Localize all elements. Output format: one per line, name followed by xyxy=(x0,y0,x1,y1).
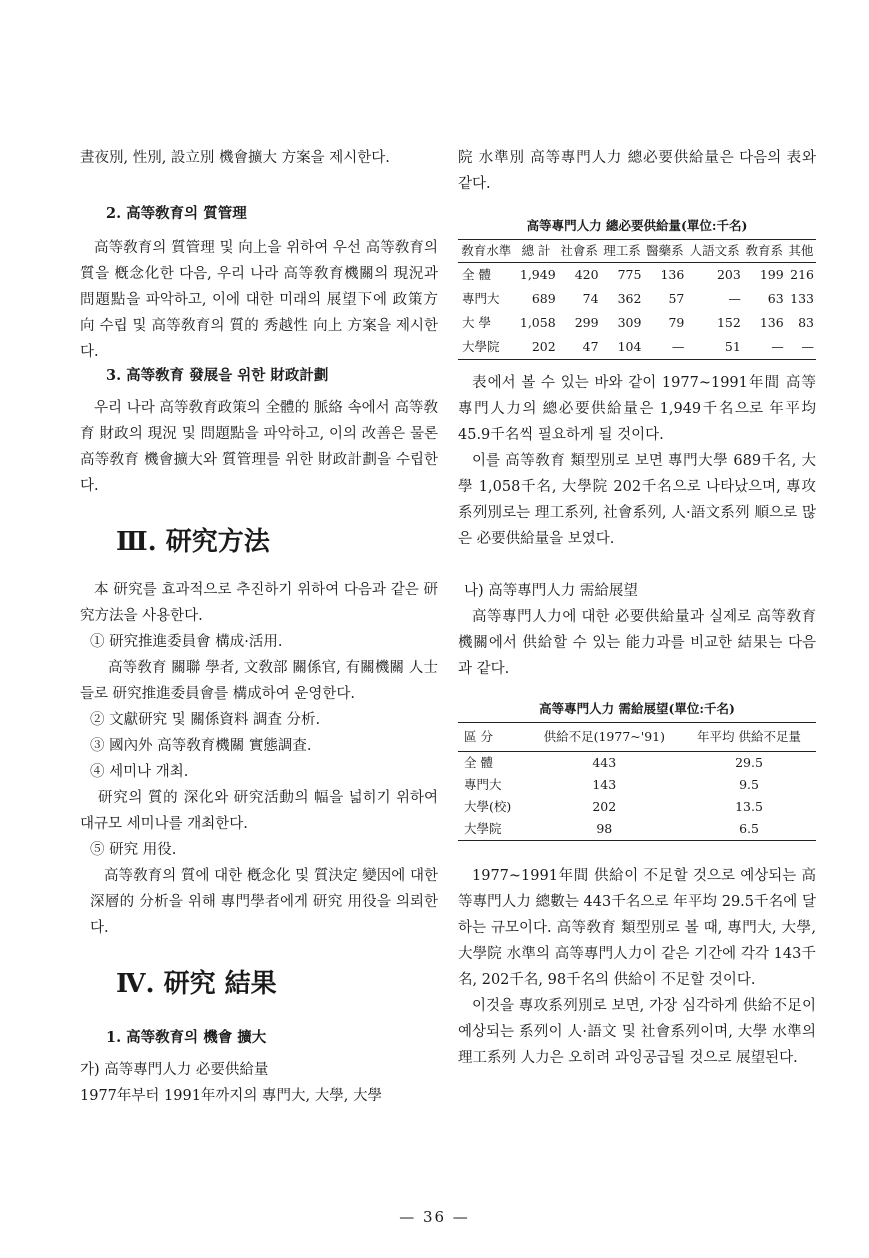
table-cell: 309 xyxy=(617,315,642,330)
table-row xyxy=(458,796,816,818)
table-cell: 6.5 xyxy=(739,821,759,836)
page-number: — 36 — xyxy=(399,1208,470,1226)
table-cell: 689 xyxy=(531,291,556,306)
table-cell: 9.5 xyxy=(739,777,759,792)
table-cell: 203 xyxy=(716,267,741,282)
table-cell: 199 xyxy=(759,267,784,282)
table-cell: 420 xyxy=(574,267,599,282)
table-cell: — xyxy=(671,339,685,354)
subheading-na: 나) 高等專門人力 需給展望 xyxy=(464,583,638,599)
table-row xyxy=(458,774,816,796)
table1-header: 社會系 xyxy=(558,240,601,263)
table-cell: 57 xyxy=(668,291,685,306)
table-cell: 104 xyxy=(617,339,642,354)
continued-paragraph: 院 水準別 高等專門人力 總必要供給量은 다음의 表와 같다. xyxy=(458,150,816,192)
table-cell: 136 xyxy=(759,315,784,330)
table1-header: 敎育水準 xyxy=(458,240,514,263)
quality-paragraph: 高等敎育의 質管理 및 向上을 위하여 우선 高等敎育의 質을 槪念化한 다음, 우리 나라 高等敎育機關의 現況과 問題點을 파악하고, 이에 대한 미래의 展望下에 政策方向 수립 및 高等敎育의 質的 秀越性 向上 方案을 제시한다. xyxy=(80,240,438,360)
method-item-5-desc: 高等敎育의 質에 대한 槪念化 및 質決定 變因에 대한 深層的 分析을 위해 專門學者에게 研究 用役을 의뢰한다. xyxy=(90,868,438,936)
table-cell: 79 xyxy=(668,315,685,330)
table-cell: 47 xyxy=(582,339,599,354)
table1-header: 理工系 xyxy=(601,240,644,263)
table-cell: 133 xyxy=(790,291,814,306)
table1-header: 敎育系 xyxy=(743,240,786,263)
table-cell: 74 xyxy=(582,291,599,306)
table-cell: 51 xyxy=(724,339,741,354)
table1-header: 總 計 xyxy=(514,240,557,263)
table-cell: 98 xyxy=(596,821,613,836)
subheading-ga: 가) 高等專門人力 必要供給量 xyxy=(80,1062,269,1078)
method-item-1-desc: 高等敎育 關聯 學者, 文敎部 關係官, 有關機關 人士들로 研究推進委員會를 構成하여 운영한다. xyxy=(80,660,438,702)
table-cell: 299 xyxy=(574,315,599,330)
table-row xyxy=(458,311,816,335)
table-cell: — xyxy=(801,339,814,354)
table-cell: 大學院 xyxy=(462,339,500,354)
shortage-analysis-paragraph: 1977~1991年間 供給이 不足할 것으로 예상되는 高等專門人力 總數는 443千名으로 年平均 29.5千名에 달하는 규모이다. 高等敎育 類型別로 볼 때, 專門大, 大學, 大學院 水準의 高等專門人力이 같은 기간에 각각 143千名, 202千名, 98千名의 供給이 不足할 것이다. xyxy=(458,868,816,988)
table-row xyxy=(458,752,816,775)
table1-header: 醫藥系 xyxy=(643,240,686,263)
table-cell: 13.5 xyxy=(735,799,763,814)
table-row xyxy=(458,287,816,311)
table-cell: 63 xyxy=(767,291,784,306)
chapter-heading-method: Ⅲ. 研究方法 xyxy=(116,527,270,557)
table-cell: 136 xyxy=(660,267,685,282)
shortage-table xyxy=(458,722,816,841)
table-row xyxy=(458,818,816,841)
table-cell: 202 xyxy=(531,339,556,354)
method-item-3: ③ 國內外 高等敎育機關 實態調査. xyxy=(90,738,312,754)
table1-header: 其他 xyxy=(786,240,816,263)
table-cell: 大學(校) xyxy=(464,799,512,814)
table-cell: 775 xyxy=(617,267,642,282)
table-cell: 362 xyxy=(617,291,642,306)
table-cell: 216 xyxy=(790,267,814,282)
table-cell: 全 體 xyxy=(462,267,491,282)
table-cell: — xyxy=(771,339,784,354)
table-cell: 1,058 xyxy=(519,315,556,330)
expand-paragraph: 1977年부터 1991年까지의 專門大, 大學, 大學 xyxy=(80,1088,382,1104)
finance-paragraph: 우리 나라 高等敎育政策의 全體的 脈絡 속에서 高等敎育 財政의 現況 및 問題點을 파악하고, 이의 改善은 물론 高等敎育 機會擴大와 質管理를 위한 財政計劃을 수립한다. xyxy=(80,400,438,494)
shortage-field-paragraph: 이것을 專攻系列別로 보면, 가장 심각하게 供給不足이 예상되는 系列이 人·語文 및 社會系列이며, 大學 水準의 理工系列 人力은 오히려 과잉공급될 것으로 展望된다. xyxy=(458,998,816,1066)
intro-paragraph: 晝夜別, 性別, 設立別 機會擴大 方案을 제시한다. xyxy=(80,150,390,166)
table-row xyxy=(458,335,816,360)
right-column xyxy=(458,145,816,1071)
table2-header: 區 分 xyxy=(458,723,527,752)
method-item-4: ④ 세미나 개최. xyxy=(90,764,189,780)
section-heading-expand: 1. 高等敎育의 機會 擴大 xyxy=(106,1029,267,1046)
left-column xyxy=(80,145,438,1109)
table-cell: 83 xyxy=(798,315,814,330)
table-cell: 443 xyxy=(592,755,617,770)
demand-paragraph: 高等專門人力에 대한 必要供給量과 실제로 高等敎育機關에서 供給할 수 있는 能力과를 비교한 結果는 다음과 같다. xyxy=(458,609,816,677)
table1-caption: 高等專門人力 總必要供給量(單位:千名) xyxy=(526,218,748,233)
table-cell: 143 xyxy=(592,777,617,792)
table-cell: 大 學 xyxy=(462,315,491,330)
table-cell: 專門大 xyxy=(462,291,500,306)
section-heading-finance: 3. 高等敎育 發展을 위한 財政計劃 xyxy=(106,367,329,384)
table1-analysis-paragraph: 表에서 볼 수 있는 바와 같이 1977~1991年間 高等專門人力의 總必要供給量은 1,949千名으로 年平均 45.9千名씩 필요하게 될 것이다. xyxy=(458,375,816,443)
method-item-4-desc: 研究의 質的 深化와 研究活動의 幅을 넓히기 위하여 대규모 세미나를 개최한다. xyxy=(80,790,438,832)
method-item-2: ② 文獻研究 및 關係資料 調査 分析. xyxy=(90,712,321,728)
table2-header: 年平均 供給不足量 xyxy=(682,723,816,752)
table1-header: 人語文系 xyxy=(686,240,742,263)
table-row xyxy=(458,263,816,288)
method-item-5: ⑤ 研究 用役. xyxy=(90,842,177,858)
table1-type-paragraph: 이를 高等敎育 類型別로 보면 專門大學 689千名, 大學 1,058千名, 大學院 202千名으로 나타났으며, 專攻系列別로는 理工系列, 社會系列, 人·語文系列 順으로 많은 必要供給量을 보였다. xyxy=(458,453,816,547)
table-cell: 大學院 xyxy=(464,821,502,836)
table-cell: 202 xyxy=(592,799,617,814)
table-cell: 1,949 xyxy=(519,267,556,282)
table-cell: — xyxy=(728,291,741,306)
table-cell: 29.5 xyxy=(735,755,763,770)
supply-table xyxy=(458,239,816,360)
section-heading-quality: 2. 高等敎育의 質管理 xyxy=(106,205,247,222)
method-item-1: ① 研究推進委員會 構成·活用. xyxy=(90,634,283,650)
table2-header: 供給不足(1977~'91) xyxy=(527,723,683,752)
method-paragraph: 本 研究를 효과적으로 추진하기 위하여 다음과 같은 研究方法을 사용한다. xyxy=(80,582,438,624)
table-cell: 152 xyxy=(716,315,741,330)
table-cell: 全 體 xyxy=(464,755,493,770)
table2-caption: 高等專門人力 需給展望(單位:千名) xyxy=(539,701,735,716)
table-cell: 專門大 xyxy=(464,777,502,792)
chapter-heading-results: Ⅳ. 研究 結果 xyxy=(116,969,277,999)
